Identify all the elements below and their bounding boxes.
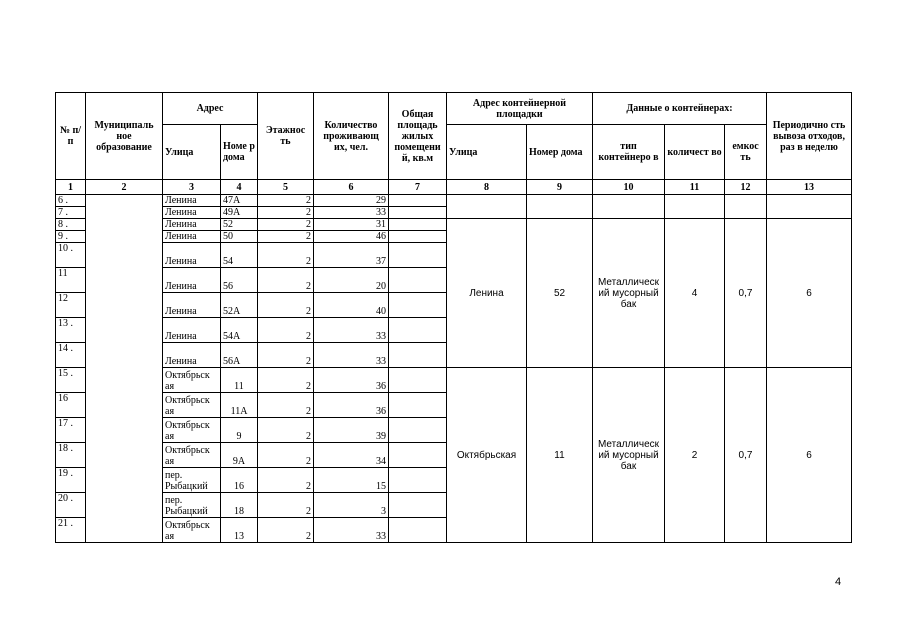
floors-cell: 2 — [258, 468, 314, 493]
house-cell: 11 — [221, 368, 258, 393]
header-removal-frequency: Периодично сть вывоза отходов, раз в неделю — [767, 93, 852, 180]
house-cell: 54А — [221, 318, 258, 343]
street-cell: Ленина — [163, 207, 221, 219]
table-row — [56, 195, 852, 207]
row-number: 15 . — [56, 368, 86, 393]
house-cell: 50 — [221, 231, 258, 243]
site-street-cell: Ленина — [447, 219, 527, 368]
area-cell — [389, 231, 447, 243]
floors-cell: 2 — [258, 368, 314, 393]
area-cell — [389, 368, 447, 393]
house-cell: 56 — [221, 268, 258, 293]
house-cell: 16 — [221, 468, 258, 493]
house-cell: 52А — [221, 293, 258, 318]
header-house-number: Номе р дома — [221, 125, 258, 180]
header-municipality: Муниципаль ное образование — [86, 93, 163, 180]
residents-cell: 33 — [314, 518, 389, 543]
street-cell: Ленина — [163, 195, 221, 207]
street-cell: Ленина — [163, 293, 221, 318]
column-number-row — [56, 180, 852, 195]
column-number: 9 — [527, 180, 593, 195]
street-cell: Ленина — [163, 268, 221, 293]
street-cell: пер. Рыбацкий — [163, 468, 221, 493]
street-cell: Октябрьск ая — [163, 393, 221, 418]
residents-cell: 15 — [314, 468, 389, 493]
row-number: 6 . — [56, 195, 86, 207]
header-address: Адрес — [163, 93, 258, 125]
container-count-cell — [665, 195, 725, 219]
container-type-cell: Металлическ ий мусорный бак — [593, 368, 665, 543]
street-cell: Ленина — [163, 318, 221, 343]
residents-cell: 39 — [314, 418, 389, 443]
row-number: 8 . — [56, 219, 86, 231]
registry-table — [55, 92, 852, 543]
page-number: 4 — [835, 576, 842, 588]
street-cell: Ленина — [163, 231, 221, 243]
site-house-cell: 52 — [527, 219, 593, 368]
column-number: 1 — [56, 180, 86, 195]
house-cell: 11А — [221, 393, 258, 418]
row-number: 20 . — [56, 493, 86, 518]
site-street-cell: Октябрьская — [447, 368, 527, 543]
container-type-cell: Металлическ ий мусорный бак — [593, 219, 665, 368]
site-street-cell — [447, 195, 527, 219]
frequency-cell: 6 — [767, 219, 852, 368]
house-cell: 47А — [221, 195, 258, 207]
header-floors: Этажнос ть — [258, 93, 314, 180]
column-number: 7 — [389, 180, 447, 195]
residents-cell: 20 — [314, 268, 389, 293]
column-number: 12 — [725, 180, 767, 195]
area-cell — [389, 195, 447, 207]
street-cell: Октябрьск ая — [163, 368, 221, 393]
header-residents: Количество проживающ их, чел. — [314, 93, 389, 180]
house-cell: 9 — [221, 418, 258, 443]
residents-cell: 33 — [314, 343, 389, 368]
floors-cell: 2 — [258, 219, 314, 231]
street-cell: Ленина — [163, 343, 221, 368]
column-number: 8 — [447, 180, 527, 195]
house-cell: 52 — [221, 219, 258, 231]
header-container-capacity: емкос ть — [725, 125, 767, 180]
header-container-data: Данные о контейнерах: — [593, 93, 767, 125]
row-number: 14 . — [56, 343, 86, 368]
floors-cell: 2 — [258, 195, 314, 207]
header-number: № п/ п — [56, 93, 86, 180]
header-area: Общая площадь жилых помещени й, кв.м — [389, 93, 447, 180]
residents-cell: 29 — [314, 195, 389, 207]
row-number: 18 . — [56, 443, 86, 468]
container-capacity-cell: 0,7 — [725, 368, 767, 543]
floors-cell: 2 — [258, 418, 314, 443]
street-cell: Октябрьск ая — [163, 443, 221, 468]
column-number: 2 — [86, 180, 163, 195]
row-number: 9 . — [56, 231, 86, 243]
column-number: 10 — [593, 180, 665, 195]
header-site-street: Улица — [447, 125, 527, 180]
residents-cell: 31 — [314, 219, 389, 231]
area-cell — [389, 318, 447, 343]
floors-cell: 2 — [258, 493, 314, 518]
street-cell: Ленина — [163, 243, 221, 268]
row-number: 13 . — [56, 318, 86, 343]
area-cell — [389, 443, 447, 468]
floors-cell: 2 — [258, 243, 314, 268]
area-cell — [389, 268, 447, 293]
column-number: 3 — [163, 180, 221, 195]
floors-cell: 2 — [258, 318, 314, 343]
area-cell — [389, 343, 447, 368]
residents-cell: 33 — [314, 318, 389, 343]
row-number: 16 — [56, 393, 86, 418]
residents-cell: 36 — [314, 368, 389, 393]
area-cell — [389, 219, 447, 231]
table-row — [56, 219, 852, 231]
area-cell — [389, 293, 447, 318]
area-cell — [389, 468, 447, 493]
street-cell: пер. Рыбацкий — [163, 493, 221, 518]
house-cell: 13 — [221, 518, 258, 543]
floors-cell: 2 — [258, 393, 314, 418]
floors-cell: 2 — [258, 518, 314, 543]
column-number: 13 — [767, 180, 852, 195]
row-number: 11 — [56, 268, 86, 293]
column-number: 6 — [314, 180, 389, 195]
floors-cell: 2 — [258, 231, 314, 243]
area-cell — [389, 493, 447, 518]
residents-cell: 33 — [314, 207, 389, 219]
floors-cell: 2 — [258, 268, 314, 293]
area-cell — [389, 518, 447, 543]
residents-cell: 46 — [314, 231, 389, 243]
street-cell: Октябрьск ая — [163, 418, 221, 443]
header-container-type: тип контейнеро в — [593, 125, 665, 180]
column-number: 5 — [258, 180, 314, 195]
house-cell: 56А — [221, 343, 258, 368]
row-number: 7 . — [56, 207, 86, 219]
house-cell: 9А — [221, 443, 258, 468]
floors-cell: 2 — [258, 443, 314, 468]
street-cell: Октябрьск ая — [163, 518, 221, 543]
residents-cell: 40 — [314, 293, 389, 318]
header-site-house-number: Номер дома — [527, 125, 593, 180]
area-cell — [389, 243, 447, 268]
row-number: 19 . — [56, 468, 86, 493]
area-cell — [389, 207, 447, 219]
house-cell: 18 — [221, 493, 258, 518]
column-number: 11 — [665, 180, 725, 195]
area-cell — [389, 393, 447, 418]
header-container-site-address: Адрес контейнерной площадки — [447, 93, 593, 125]
header-street: Улица — [163, 125, 221, 180]
frequency-cell — [767, 195, 852, 219]
floors-cell: 2 — [258, 207, 314, 219]
street-cell: Ленина — [163, 219, 221, 231]
site-house-cell: 11 — [527, 368, 593, 543]
house-cell: 54 — [221, 243, 258, 268]
floors-cell: 2 — [258, 343, 314, 368]
municipality-cell — [86, 195, 163, 543]
residents-cell: 37 — [314, 243, 389, 268]
house-cell: 49А — [221, 207, 258, 219]
container-count-cell: 4 — [665, 219, 725, 368]
residents-cell: 3 — [314, 493, 389, 518]
row-number: 10 . — [56, 243, 86, 268]
floors-cell: 2 — [258, 293, 314, 318]
header-container-count: количест во — [665, 125, 725, 180]
area-cell — [389, 418, 447, 443]
container-type-cell — [593, 195, 665, 219]
frequency-cell: 6 — [767, 368, 852, 543]
container-capacity-cell — [725, 195, 767, 219]
row-number: 12 — [56, 293, 86, 318]
site-house-cell — [527, 195, 593, 219]
container-count-cell: 2 — [665, 368, 725, 543]
row-number: 17 . — [56, 418, 86, 443]
residents-cell: 34 — [314, 443, 389, 468]
row-number: 21 . — [56, 518, 86, 543]
residents-cell: 36 — [314, 393, 389, 418]
column-number: 4 — [221, 180, 258, 195]
table-row — [56, 368, 852, 393]
container-capacity-cell: 0,7 — [725, 219, 767, 368]
